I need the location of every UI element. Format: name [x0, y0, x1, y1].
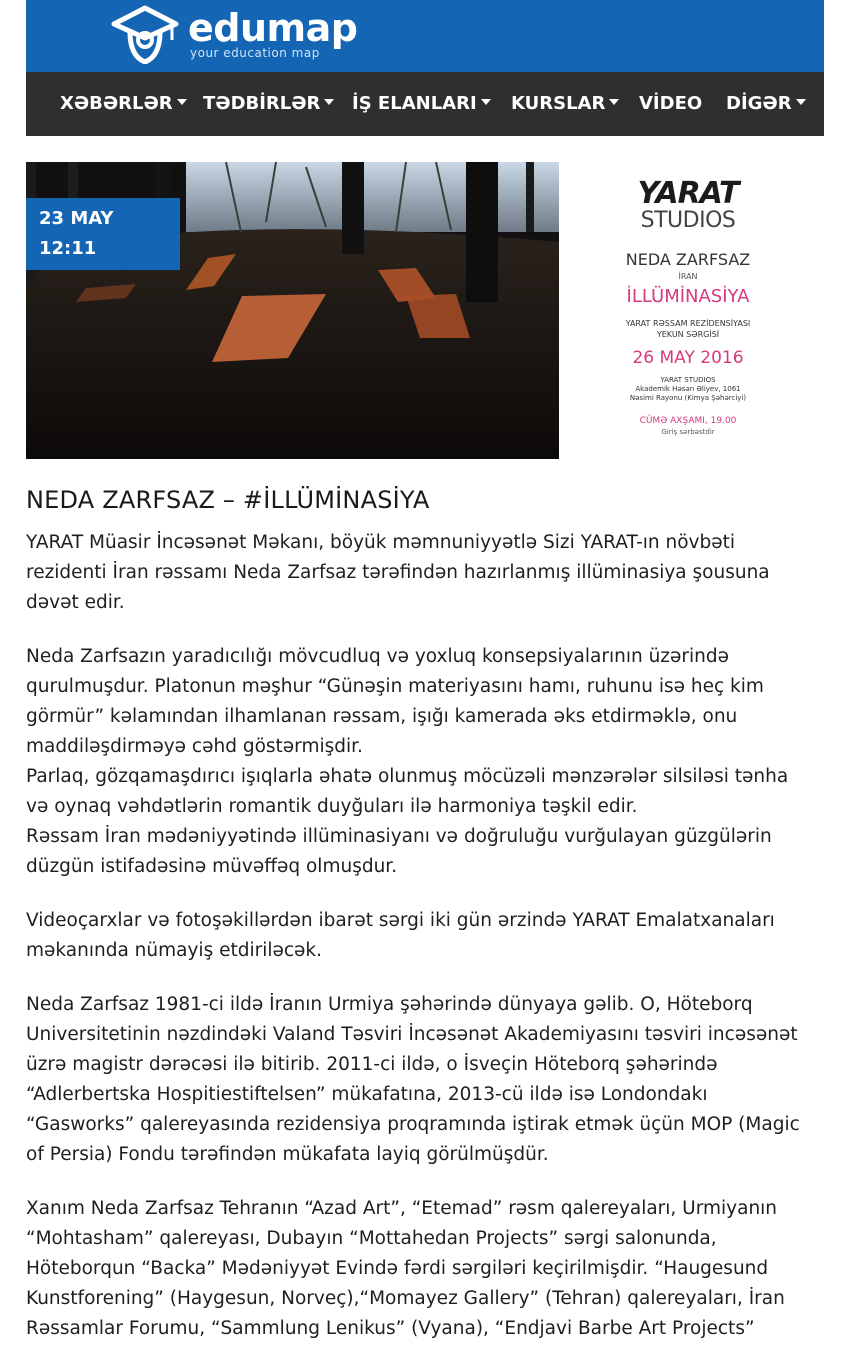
- event-time: 12:11: [39, 238, 97, 259]
- poster-residency-line: YEKUN SƏRGİSİ: [656, 330, 720, 339]
- nav-item-video[interactable]: [639, 72, 702, 136]
- paragraph-line: məkanında nümayiş etdiriləcək.: [26, 940, 323, 961]
- poster-residency-line: YARAT RƏSSAM REZİDENSİYASI: [625, 319, 751, 328]
- poster-time: CÜMƏ AXŞAMI, 19.00: [639, 416, 737, 426]
- paragraph-line: və oynaq vəhdətlərin romantik duyğuları ilə harmoniya təşkil edir.: [26, 796, 638, 817]
- nav-label: İŞ ELANLARI: [352, 93, 477, 114]
- nav-item-xeberler[interactable]: [60, 72, 187, 136]
- article-paragraph: [26, 528, 824, 618]
- paragraph-line: “Mohtasham” qalereyası, Dubayın “Mottahedan Projects” sərgi salonunda,: [26, 1228, 717, 1249]
- chevron-down-icon: [609, 99, 619, 105]
- event-poster: [598, 162, 824, 459]
- paragraph-line: Rəssam İran mədəniyyətində illüminasiyanı və doğruluğu vurğulayan güzgülərin: [26, 826, 772, 847]
- poster-yarat-logo: YARAT: [637, 176, 739, 211]
- brand-tagline: your education map: [190, 46, 320, 60]
- poster-venue-line: Akademik Həsən Əliyev, 1061: [635, 385, 741, 393]
- paragraph-line: Neda Zarfsaz 1981-ci ildə İranın Urmiya şəhərində dünyaya gəlib. O, Höteborq: [26, 994, 753, 1015]
- paragraph-line: Rəssamlar Forumu, “Sammlung Lenikus” (Vyana), “Endjavi Barbe Art Projects”: [26, 1318, 755, 1339]
- paragraph-line: dəvət edir.: [26, 592, 125, 613]
- chevron-down-icon: [481, 99, 491, 105]
- nav-label: TƏDBİRLƏR: [203, 93, 321, 114]
- paragraph-line: rezidenti İran rəssamı Neda Zarfsaz tərəfindən hazırlanmış illüminasiya şousuna: [26, 562, 770, 583]
- paragraph-line: Kunstforening” (Haygesun, Norveç),“Momayez Gallery” (Tehran) qalereyaları, İran: [26, 1288, 785, 1309]
- paragraph-line: maddiləşdirməyə cəhd göstərmişdir.: [26, 736, 363, 757]
- article: [26, 482, 824, 1368]
- poster-venue: [598, 376, 778, 403]
- main-nav: [26, 72, 824, 136]
- poster-country: İRAN: [678, 272, 698, 281]
- paragraph-line: “Adlerbertska Hospitiestiftelsen” mükafatına, 2013-cü ildə isə Londondakı: [26, 1084, 708, 1105]
- paragraph-line: qurulmuşdur. Platonun məşhur “Günəşin materiyasını hamı, ruhunu isə heç kim: [26, 676, 764, 697]
- article-paragraph: [26, 906, 824, 966]
- poster-venue-line: YARAT STUDIOS: [660, 376, 716, 384]
- brand-logo[interactable]: edumap: [188, 6, 358, 50]
- poster-title: İLLÜMİNASİYA: [626, 286, 750, 307]
- poster-venue-line: Nəsimi Rayonu (Kimya Şəhərciyi): [629, 394, 747, 402]
- paragraph-line: of Persia) Fondu tərəfindən mükafata layiq görülmüşdür.: [26, 1144, 549, 1165]
- nav-label: VİDEO: [639, 93, 703, 114]
- edumap-logo-icon[interactable]: [110, 2, 180, 64]
- nav-item-kurslar[interactable]: [511, 72, 619, 136]
- paragraph-line: üzrə magistr dərəcəsi ilə bitirib. 2011-ci ildə, o İsveçin Höteborq şəhərində: [26, 1054, 718, 1075]
- poster-residency: [598, 318, 778, 340]
- chevron-down-icon: [324, 99, 334, 105]
- paragraph-line: düzgün istifadəsinə müvəffəq olmuşdur.: [26, 856, 398, 877]
- chevron-down-icon: [796, 99, 806, 105]
- paragraph-line: Höteborqun “Backa” Mədəniyyət Evində fərdi sərgiləri keçirilmişdir. “Haugesund: [26, 1258, 769, 1279]
- paragraph-line: YARAT Müasir İncəsənət Məkanı, böyük məmnuniyyətlə Sizi YARAT-ın növbəti: [26, 532, 735, 553]
- paragraph-line: “Gasworks” qalereyasında rezidensiya proqramında iştirak etmək üçün MOP (Magic: [26, 1114, 800, 1135]
- chevron-down-icon: [177, 99, 187, 105]
- poster-entry: Giriş sərbəstdir: [661, 428, 715, 436]
- paragraph-line: görmür” kəlamından ilhamlanan rəssam, işığı kamerada əks etdirməklə, onu: [26, 706, 738, 727]
- article-title: NEDA ZARFSAZ – #İLLÜMİNASİYA: [26, 486, 430, 514]
- event-date-badge: [26, 198, 180, 270]
- poster-artist: NEDA ZARFSAZ: [625, 250, 751, 269]
- paragraph-line: Universitetinin nəzdindəki Valand Təsviri İncəsənət Akademiyasını təsviri incəsənət: [26, 1024, 798, 1045]
- article-paragraph: [26, 990, 824, 1170]
- nav-label: KURSLAR: [511, 93, 606, 114]
- poster-studios: STUDIOS: [640, 208, 736, 233]
- poster-date: 26 MAY 2016: [632, 348, 744, 368]
- article-paragraph: [26, 642, 824, 882]
- paragraph-line: Parlaq, gözqamaşdırıcı işıqlarla əhatə olunmuş möcüzəli mənzərələr silsiləsi tənha: [26, 766, 789, 787]
- paragraph-line: Neda Zarfsazın yaradıcılığı mövcudluq və yoxluq konsepsiyalarının üzərində: [26, 646, 729, 667]
- nav-label: XƏBƏRLƏR: [60, 93, 173, 114]
- article-paragraph: [26, 1194, 824, 1344]
- nav-item-is-elanlari[interactable]: [352, 72, 491, 136]
- event-date: 23 MAY: [39, 208, 114, 229]
- nav-item-tedbirler[interactable]: [203, 72, 334, 136]
- nav-label: DİGƏR: [726, 93, 792, 114]
- nav-item-diger[interactable]: [726, 72, 806, 136]
- paragraph-line: Xanım Neda Zarfsaz Tehranın “Azad Art”, “Etemad” rəsm qalereyaları, Urmiyanın: [26, 1198, 778, 1219]
- paragraph-line: Videoçarxlar və fotoşəkillərdən ibarət sərgi iki gün ərzində YARAT Emalatxanaları: [26, 910, 775, 931]
